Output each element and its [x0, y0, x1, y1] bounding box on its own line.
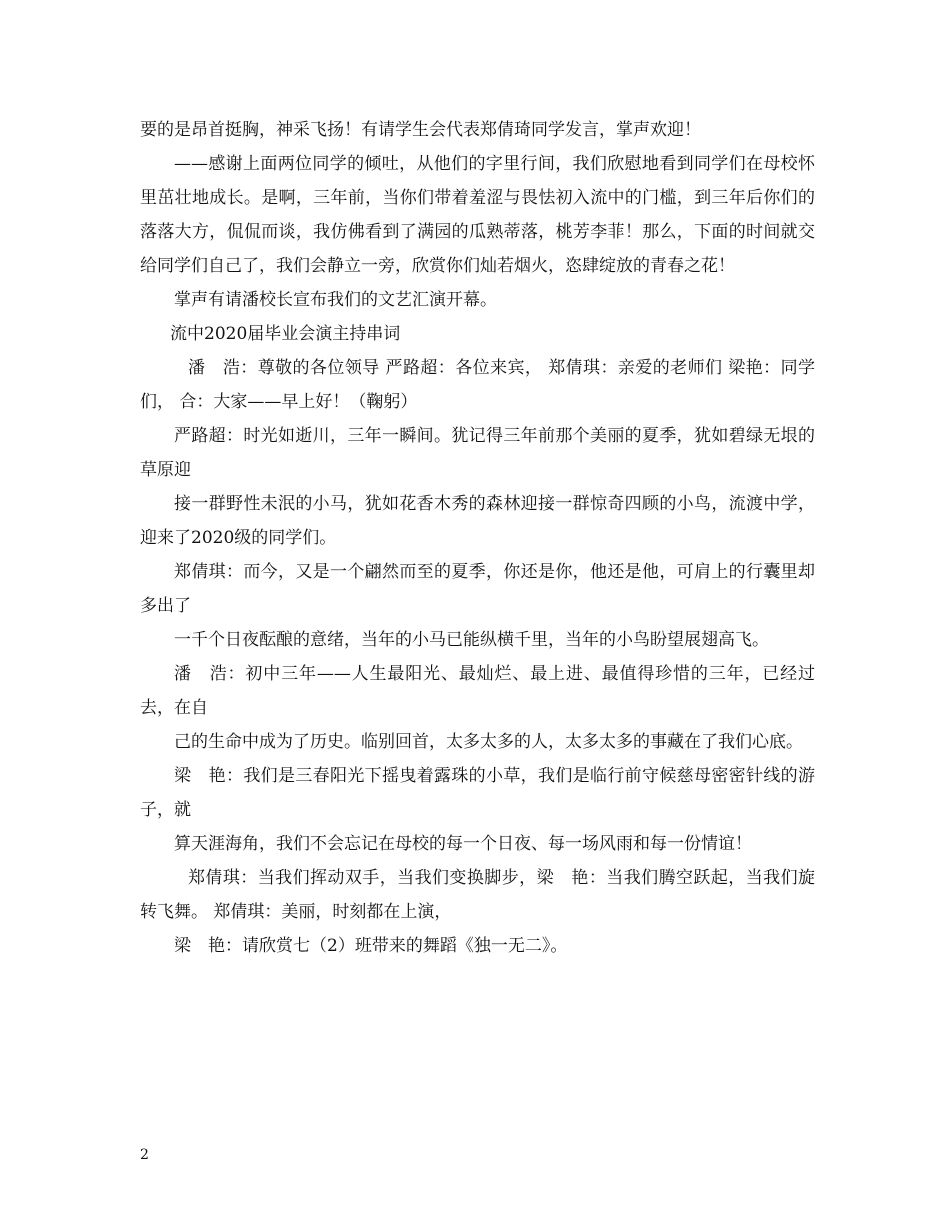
- document-body: [140, 113, 815, 963]
- paragraph-zheng-qianqi-2: 一千个日夜酝酿的意绪，当年的小马已能纵横千里，当年的小鸟盼望展翅高飞。: [174, 630, 769, 650]
- paragraph-duet-lines: 郑倩琪：当我们挥动双手，当我们变换脚步，梁 艳：当我们腾空跃起，当我们旋转飞舞。 郑倩琪：美丽，时刻都在上演，: [140, 868, 815, 922]
- paragraph-greeting: 潘 浩：尊敬的各位领导 严路超：各位来宾， 郑倩琪：亲爱的老师们 梁艳：同学们， 合：大家——早上好！（鞠躬）: [140, 358, 815, 412]
- paragraph-liang-yan-2: 算天涯海角，我们不会忘记在母校的每一个日夜、每一场风雨和每一份情谊！: [174, 834, 752, 854]
- paragraph-zheng-qianqi-1: 郑倩琪：而今，又是一个翩然而至的夏季，你还是你，他还是他，可肩上的行囊里却多出了: [140, 562, 815, 616]
- paragraph-pan-hao-1: 潘 浩：初中三年——人生最阳光、最灿烂、最上进、最值得珍惜的三年，已经过去，在自: [140, 664, 815, 718]
- paragraph-script-title: 流中2020届毕业会演主持串词: [170, 324, 401, 344]
- paragraph-opening-announcement: 掌声有请潘校长宣布我们的文艺汇演开幕。: [174, 290, 497, 310]
- paragraph-dance-announcement: 梁 艳：请欣赏七（2）班带来的舞蹈《独一无二》。: [174, 936, 568, 956]
- paragraph-thanks: ——感谢上面两位同学的倾吐，从他们的字里行间，我们欣慰地看到同学们在母校怀里茁壮地成长。是啊，三年前，当你们带着羞涩与畏怯初入流中的门槛，到三年后你们的落落大方，侃侃而谈，我仿佛看到了满园的瓜熟蒂落，桃芳李菲！那么，下面的时间就交给同学们自己了，我们会静立一旁，欣赏你们灿若烟火，恣肆绽放的青春之花！: [140, 154, 815, 276]
- paragraph-liang-yan-1: 梁 艳：我们是三春阳光下摇曳着露珠的小草，我们是临行前守候慈母密密针线的游子，就: [140, 766, 815, 820]
- paragraph-yan-luchao-2: 接一群野性未泯的小马，犹如花香木秀的森林迎接一群惊奇四顾的小鸟，流渡中学，迎来了2020级的同学们。: [140, 494, 815, 548]
- page-number: 2: [140, 1147, 149, 1163]
- paragraph-yan-luchao-1: 严路超：时光如逝川，三年一瞬间。犹记得三年前那个美丽的夏季，犹如碧绿无垠的草原迎: [140, 426, 815, 480]
- paragraph-intro-line: 要的是昂首挺胸，神采飞扬！有请学生会代表郑倩琦同学发言，掌声欢迎！: [140, 120, 701, 140]
- paragraph-pan-hao-2: 己的生命中成为了历史。临别回首，太多太多的人，太多太多的事藏在了我们心底。: [174, 732, 803, 752]
